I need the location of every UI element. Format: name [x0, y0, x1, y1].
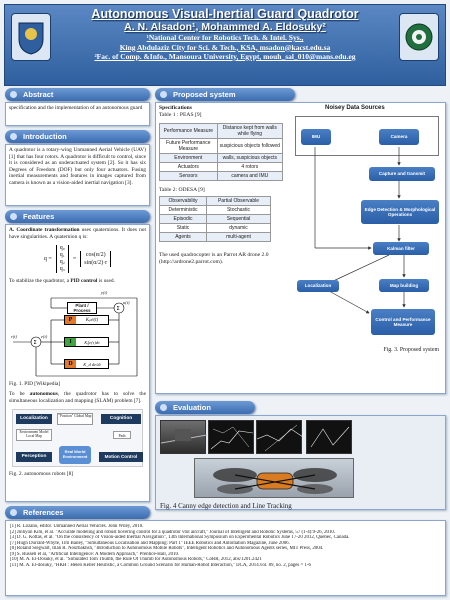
- peas-key-cell: Environment: [160, 153, 218, 162]
- peas-key-cell: Sensors: [160, 171, 218, 180]
- map-node: Map building: [379, 279, 429, 292]
- odesa-row: [160, 206, 271, 215]
- i-term: Kᵢ∫e(τ)dτ: [76, 338, 108, 346]
- platform-text: The used quadrocopter is an Parrot AR drone 2.0 (http://ardrone2.parrot.com).: [159, 252, 269, 266]
- reference-item: [10] M. A. El-Dosuky, et al. "Simulated Tom Thumb, the Rule Of Thumb for Autonomous Robots," CoRR, 2012, abs/1201.2421: [10, 557, 262, 562]
- reference-item: [3] D. G. Kottas, et al. "On the consistency of Vision-aided Inertial Navigation", 13th International Symposium on Experimental Robotics June 17-20 2012, Quebec, Canada.: [10, 535, 350, 540]
- spec-title: Specifications: [159, 105, 192, 111]
- abstract-heading: Abstract: [5, 88, 150, 101]
- rt-label: r(t): [11, 333, 17, 339]
- svg-text:Σ: Σ: [116, 305, 120, 312]
- peas-row: [160, 162, 283, 171]
- env-model-block: Environment Model Local Map: [16, 429, 52, 441]
- localization-node: Localization: [297, 280, 339, 292]
- cognition-block: Cognition: [101, 414, 141, 424]
- d-block: [64, 359, 109, 369]
- fig2-caption: Fig. 2. autonomous robots [8]: [9, 470, 74, 477]
- imu-node: IMU: [301, 129, 331, 145]
- header-text: [57, 8, 393, 62]
- p-term: Kₚe(t): [76, 316, 108, 324]
- p-label: P: [65, 316, 76, 324]
- localization-block: Localization: [16, 414, 52, 424]
- capture-node: Capture and transmit: [369, 167, 435, 181]
- abstract-text: specification and the implementation of an autonomous guard: [9, 105, 143, 111]
- coord-text: uses quaternions. It does not have singularities. A quaternion q is:: [9, 227, 146, 240]
- control-node: Control and Performance Measure: [371, 309, 435, 335]
- odesa-value-cell: Partial Observable: [207, 197, 271, 206]
- q2: q₂: [59, 259, 65, 266]
- d-term: K_d de/dt: [76, 360, 108, 368]
- drone-photo: [194, 458, 354, 498]
- evaluation-box: [155, 415, 446, 510]
- odesa-key-cell: Agents: [160, 233, 207, 242]
- features-box: [5, 224, 150, 502]
- reference-item: [11] M. A. El-dosuky, "HKH : Helen Keller Heuristic, a Common Ground Scenario for Human-Robot Interaction," IJCA, 2014.vol. 89, no. 2, pages = 1-6: [10, 562, 311, 568]
- odesa-value-cell: Stochastic: [207, 206, 271, 215]
- i-block: [64, 337, 109, 347]
- plant-block: Plant / Process: [67, 302, 97, 314]
- introduction-heading: Introduction: [5, 130, 150, 143]
- affiliation-1: ¹National Center for Robotics Tech. & Intel. Sys.,: [146, 33, 304, 42]
- peas-value-cell: suspicious objects followed: [217, 138, 282, 153]
- odesa-row: [160, 215, 271, 224]
- noisy-title: Noisey Data Sources: [325, 105, 385, 111]
- q-cos: cos(α/2): [85, 252, 106, 259]
- pid-diagram: [9, 288, 146, 380]
- poster-authors: A. N. Alsadon¹, Mohammed A. Eldosuky²: [124, 21, 326, 33]
- proposed-box: [155, 102, 446, 394]
- q0: q₀: [59, 245, 65, 252]
- edge-image-3: [306, 420, 352, 454]
- real-world-block: Real World Environment: [59, 446, 91, 464]
- odesa-row: [160, 224, 271, 233]
- kalman-node: Kalman filter: [373, 242, 429, 255]
- pid-text-b: PID control: [70, 278, 98, 285]
- fig3-caption: Fig. 3. Proposed system: [383, 347, 439, 353]
- reference-item: [9] S. Russell et al, "Artificial Intelligence: A Modern Approach," Prentice-Hall, 2010.: [10, 551, 180, 557]
- fig1-caption: Fig. 1. PID [Wikipedia]: [9, 380, 61, 387]
- q-sin: sin(α/2)·r: [84, 260, 108, 267]
- table1-caption: Table 1 : PEAS [9]: [159, 111, 202, 118]
- peas-value-cell: walls, suspicious objects: [217, 153, 282, 162]
- yt-label: y(t): [101, 289, 108, 295]
- odesa-table: [159, 196, 271, 242]
- odesa-row: [160, 197, 271, 206]
- references-heading: References: [5, 506, 150, 519]
- coord-paragraph: [6, 225, 149, 242]
- introduction-text: A quadrotor is a rotary-wing Unmanned Aerial Vehicle (UAV)[1] that has four rotors. A quadrotor is difficult to control, since it is considered as an underactuated system [2]. So it has six Degrees of Freedom (DOF) but only four actuators. Fusing inertial measurements and features in images captured from camera is known as a vision-aided inertial navigation [3].: [9, 147, 146, 186]
- table2-caption: Table 2: ODESA [9]: [159, 186, 205, 193]
- ardrone-icon: [195, 459, 355, 499]
- features-heading: Features: [5, 210, 150, 223]
- poster-title: Autonomous Visual-Inertial Guard Quadrotor: [91, 7, 359, 21]
- d-label: D: [65, 360, 76, 368]
- evaluation-heading: Evaluation: [155, 401, 255, 414]
- references-list: [6, 521, 445, 571]
- peas-key-cell: Performance Measure: [160, 123, 218, 138]
- auto-text-c: , the quadrotor has to solve the simultaneous localization and mapping (SLAM) problem [7].: [9, 391, 146, 404]
- perception-block: Perception: [16, 452, 52, 462]
- auto-text-a: To be: [9, 391, 30, 398]
- odesa-key-cell: Static: [160, 224, 207, 233]
- references-box: [5, 520, 446, 596]
- odesa-value-cell: dynamic: [207, 224, 271, 233]
- affiliation-2: King Abdulaziz City for Sci. & Tech., KSA, msadon@kacst.edu.sa: [119, 42, 331, 52]
- svg-text:Σ: Σ: [33, 339, 37, 346]
- i-label: I: [65, 338, 76, 346]
- edge-node: Edge Detection & Morphological Operations: [361, 200, 439, 224]
- q-polar: [80, 251, 111, 267]
- peas-key-cell: Future Performance Measure: [160, 138, 218, 153]
- q3: q₃: [59, 266, 65, 273]
- pid-text-a: To stabilize the quadrotor, a: [9, 278, 71, 285]
- q1: q₁: [59, 252, 65, 259]
- reference-item: [8] Roland Siegwart, Illah R. Nourbakhsh, "Introduction to Autonomous Mobile Robots", Intelligent Robotics and Autonomous Agents series, MIT Press, 2004.: [10, 546, 324, 551]
- camera-node: Camera: [379, 129, 419, 145]
- edge-image-2: [256, 420, 302, 454]
- q-vector: [56, 245, 69, 273]
- motion-control-block: Motion Control: [99, 452, 143, 462]
- odesa-key-cell: Episodic: [160, 215, 207, 224]
- peas-key-cell: Actuators: [160, 162, 218, 171]
- peas-table: [159, 123, 283, 181]
- abstract-box: [5, 102, 150, 126]
- peas-value-cell: camera and IMU: [217, 171, 282, 180]
- peas-value-cell: Distance kept from walls while flying: [217, 123, 282, 138]
- introduction-box: [5, 144, 150, 206]
- odesa-value-cell: multi-agent: [207, 233, 271, 242]
- center-logo: [399, 13, 439, 61]
- peas-row: [160, 171, 283, 180]
- auto-paragraph: [6, 389, 149, 406]
- auto-text-b: autonomous: [29, 391, 58, 398]
- odesa-value-cell: Sequential: [207, 215, 271, 224]
- university-logo: [11, 13, 51, 61]
- odesa-key-cell: Deterministic: [160, 206, 207, 215]
- peas-row: [160, 123, 283, 138]
- proposed-heading: Proposed system: [155, 88, 295, 101]
- p-block: [64, 315, 109, 325]
- robot-diagram: [12, 409, 143, 467]
- pid-text-c: is used.: [97, 278, 115, 285]
- pid-paragraph: [6, 276, 149, 287]
- quaternion-equation: q = q₀ q₁ q₂ q₃ = cos(α/2) sin(α/2)·r: [6, 242, 149, 276]
- fig4-caption: Fig. 4 Canny edge detection and Line Tracking: [160, 502, 292, 510]
- reference-item: [7] Hugh Durrant-Whyte, Tim Bailey, "Simultaneous Localisation and Mapping: Part 1" IEEE Robotics and Automation Magazine, June 2006.: [10, 540, 290, 546]
- path-block: Path: [113, 431, 131, 439]
- reference-item: [2] Jinhyun Kim, et al. "Accurate modeling and robust hovering control for a quadrotor vtol aircraft," Journal of Intelligent and Robotic Systems, 57 (1-4):9-26, 2010.: [10, 529, 336, 535]
- peas-row: [160, 153, 283, 162]
- poster-header: [4, 4, 446, 86]
- peas-value-cell: 4 rotors: [217, 162, 282, 171]
- ut-label: u(t): [123, 299, 130, 305]
- position-block: "Position" Global Map: [57, 413, 93, 425]
- et-label: e(t): [41, 333, 48, 339]
- coord-lead: A. Coordinate transformation: [9, 227, 80, 233]
- peas-row: [160, 138, 283, 153]
- affiliation-3: ²Fac. of Comp. &Info., Mansoura University, Egypt, mouh_sal_010@mans.edu.eg: [94, 52, 356, 61]
- edge-image-1: [208, 420, 254, 454]
- system-diagram: [289, 105, 443, 373]
- reference-item: [1] R. Lozano, editor. Unmanned Aerial Vehicles. John Wiley, 2010.: [10, 524, 144, 529]
- camera-frame-image: [160, 420, 206, 454]
- odesa-key-cell: Observability: [160, 197, 207, 206]
- odesa-row: [160, 233, 271, 242]
- spec-column: [159, 105, 285, 266]
